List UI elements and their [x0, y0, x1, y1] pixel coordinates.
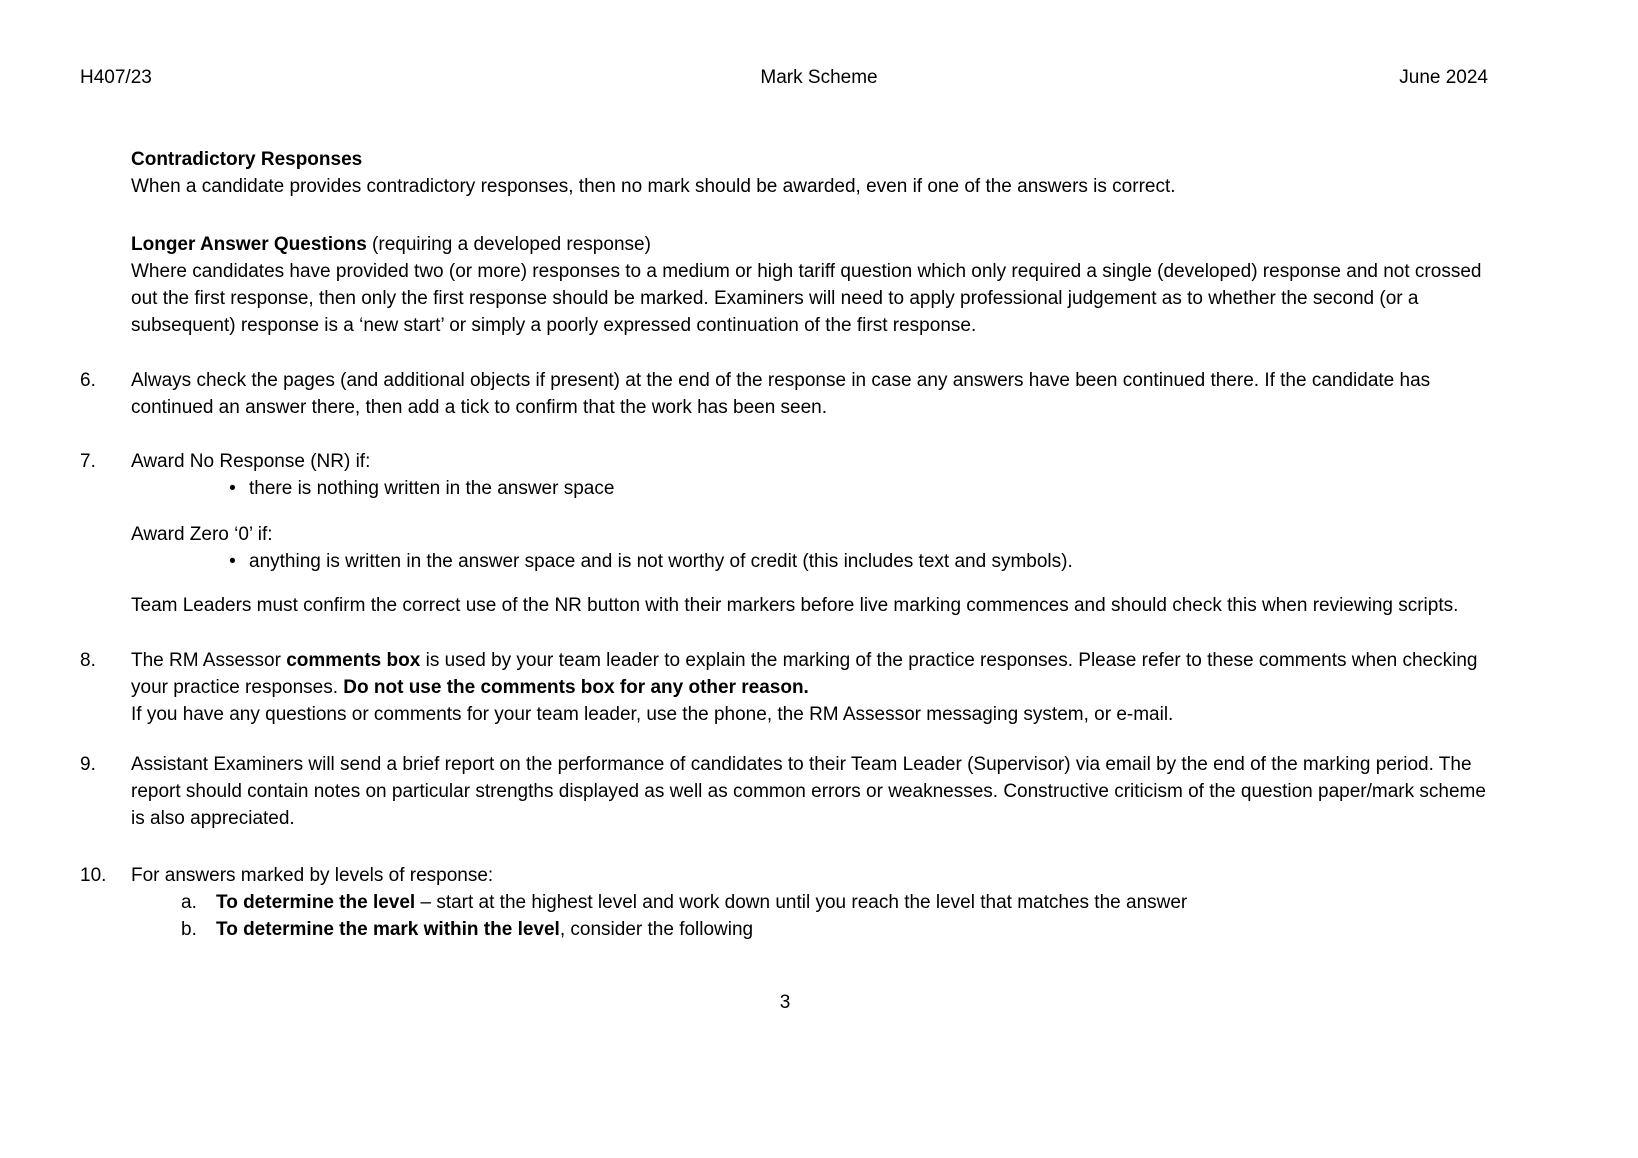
item7-bullet-2: [131, 548, 1490, 575]
header-title: Mark Scheme: [760, 67, 878, 88]
header-date: June 2024: [1399, 67, 1488, 88]
bullet-icon: •: [229, 551, 236, 572]
item-number: 8.: [80, 650, 96, 671]
sub-item-text: [216, 916, 1490, 943]
item8-text-1: The RM Assessor: [131, 650, 287, 671]
sub-item-label: b.: [181, 919, 197, 940]
item7-followup: Team Leaders must confirm the correct use of the NR button with their markers before live marking commences and should check this when reviewing scripts.: [131, 595, 1459, 616]
list-item-9: [80, 751, 1490, 832]
bullet-icon: •: [229, 478, 236, 499]
page-number: 3: [779, 992, 791, 1013]
item7-lead: Award No Response (NR) if:: [131, 451, 371, 472]
sub-item-bold: To determine the level: [216, 892, 416, 913]
sub-item-rest: , consider the following: [559, 919, 754, 940]
sub-item-bold: To determine the mark within the level: [216, 919, 560, 940]
contradictory-body: When a candidate provides contradictory responses, then no mark should be awarded, even if one of the answers is correct.: [131, 176, 1176, 197]
item10-lead: For answers marked by levels of response:: [131, 865, 494, 886]
item-body: Always check the pages (and additional objects if present) at the end of the response in case any answers have been continued there. If the candidate has continued an answer there, then add a tick to confirm that the work has been seen.: [131, 370, 1431, 418]
item-body: [131, 448, 1490, 619]
page-header: [0, 0, 1638, 91]
sub-item-label: a.: [181, 892, 197, 913]
item8-bold-2: Do not use the comments box for any other reason.: [343, 677, 809, 698]
sub-item-text: [216, 889, 1490, 916]
longer-heading-line: [131, 231, 1490, 258]
item-number: 10.: [80, 865, 107, 886]
longer-heading-suffix: (requiring a developed response): [366, 234, 651, 255]
list-item-7: [80, 448, 1490, 619]
item7-bullet-1: [131, 475, 1490, 502]
item-body: Assistant Examiners will send a brief report on the performance of candidates to their Team Leader (Supervisor) via email by the end of the marking period. The report should contain notes on particular strengths displayed as well as common errors or weaknesses. Constructive criticism of the question paper/mark scheme is also appreciated.: [131, 754, 1486, 829]
item8-line-2: If you have any questions or comments for your team leader, use the phone, the RM Assessor messaging system, or e-mail.: [131, 704, 1174, 725]
section-contradictory-responses: [80, 146, 1490, 200]
document-content: [0, 146, 1638, 1016]
item-number: 9.: [80, 754, 96, 775]
list-item-10: [80, 862, 1490, 943]
item-number: 6.: [80, 370, 96, 391]
bullet-text: anything is written in the answer space and is not worthy of credit (this includes text and symbols).: [249, 551, 1073, 572]
longer-heading: Longer Answer Questions: [131, 234, 367, 255]
list-item-6: [80, 367, 1490, 421]
section-longer-answer-questions: [80, 231, 1490, 339]
longer-body: Where candidates have provided two (or more) responses to a medium or high tariff question which only required a single (developed) response and not crossed out the first response, then only the first response should be marked. Examiners will need to apply professional judgement as to whether the second (or a subsequent) response is a ‘new start’ or simply a poorly expressed continuation of the first response.: [131, 261, 1482, 336]
item10-sub-a: [131, 889, 1490, 916]
bullet-text: there is nothing written in the answer space: [249, 478, 615, 499]
page-footer: [80, 989, 1490, 1016]
item-body: [131, 647, 1490, 728]
header-paper-code: H407/23: [80, 67, 152, 88]
contradictory-heading: Contradictory Responses: [131, 149, 363, 170]
item10-sub-b: [131, 916, 1490, 943]
item-body: [131, 862, 1490, 943]
item8-text-2: is used by your team leader to explain the marking of the practice responses. Please refer to these comments when checking your practice responses.: [131, 650, 1478, 698]
item7-zero-lead: Award Zero ‘0’ if:: [131, 524, 273, 545]
sub-item-rest: – start at the highest level and work down until you reach the level that matches the answer: [415, 892, 1188, 913]
item-number: 7.: [80, 451, 96, 472]
item8-bold-1: comments box: [286, 650, 421, 671]
list-item-8: [80, 647, 1490, 728]
item8-paragraph: [131, 647, 1490, 701]
